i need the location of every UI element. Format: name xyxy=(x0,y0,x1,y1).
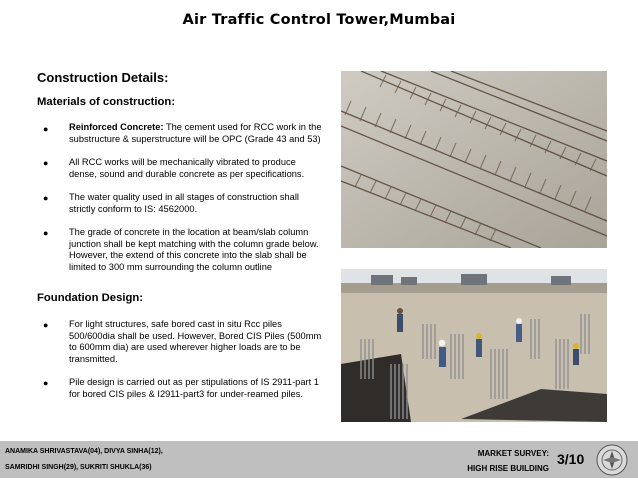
bullet-marker: ● xyxy=(43,378,49,388)
slide-title: Air Traffic Control Tower,Mumbai xyxy=(182,12,456,28)
materials-item-1 xyxy=(69,122,325,145)
footer-authors-line1: ANAMIKA SHRIVASTAVA(04), DIVYA SINHA(12), xyxy=(5,448,163,455)
construction-heading: Construction Details: xyxy=(37,70,169,85)
rebar-cage-photo xyxy=(341,71,607,248)
bullet-marker: ● xyxy=(43,228,49,238)
bullet-marker: ● xyxy=(43,124,49,134)
bullet-marker: ● xyxy=(43,193,49,203)
pile-foundation-photo xyxy=(341,269,607,422)
materials-item-3: The water quality used in all stages of construction shall strictly conform to IS: 4562000. xyxy=(69,192,299,214)
materials-heading: Materials of construction: xyxy=(37,96,176,108)
footer-survey-line1: MARKET SURVEY: xyxy=(477,449,549,458)
emblem-logo-icon xyxy=(595,443,629,477)
foundation-heading: Foundation Design: xyxy=(37,292,144,304)
footer-survey-line2: HIGH RISE BUILDING xyxy=(467,464,549,473)
materials-item-1-text: The cement used for RCC work in the substructure & superstructure will be OPC (Grade 43 and 53) xyxy=(69,122,322,144)
footer-authors-line2: SAMRIDHI SINGH(29), SUKRITI SHUKLA(36) xyxy=(5,464,152,471)
foundation-item-1: For light structures, safe bored cast in situ Rcc piles 500/600dia shall be used. However, Bored CIS Piles (500mm to 600mm dia) are used wherever higher loads are to be transmitted. xyxy=(69,319,322,364)
materials-item-4: The grade of concrete in the location at beam/slab column junction shall be kept matching with the column grade below. However, the extend of this concrete into the slab shall be limited to 300 mm surrounding the column outline xyxy=(69,227,319,272)
foundation-item-2: Pile design is carried out as per stipulations of IS 2911-part 1 for bored CIS piles & I2911-part3 for under-reamed piles. xyxy=(69,377,319,399)
page-number: 3/10 xyxy=(557,451,585,467)
materials-item-2: All RCC works will be mechanically vibrated to produce dense, sound and durable concrete as per specifications. xyxy=(69,157,305,179)
materials-item-1-bold: Reinforced Concrete: xyxy=(69,122,164,132)
bullet-marker: ● xyxy=(43,320,49,330)
bullet-marker: ● xyxy=(43,158,49,168)
